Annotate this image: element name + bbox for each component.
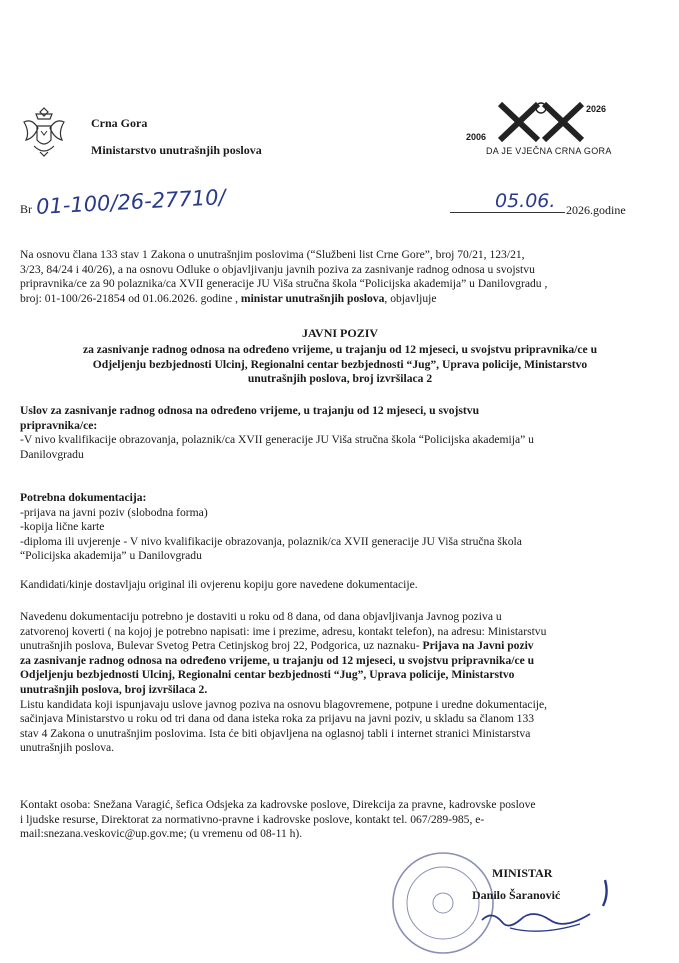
intro-line: broj: 01-100/26-21854 od 01.06.2026. godine , ministar unutrašnjih poslova, objavljuje — [20, 291, 437, 305]
jubilee-year-start: 2006 — [466, 132, 487, 142]
jubilee-slogan: DA JE VJEČNA CRNA GORA — [486, 146, 612, 156]
intro-line: 3/23, 84/24 i 40/26), a na osnovu Odluke o objavljivanju javnih poziva za zasnivanje radnog odnosa u svojstvu — [20, 262, 535, 276]
condition-body: -V nivo kvalifikacije obrazovanja, polaznik/ca XVII generacije JU Viša stručna škola “Policijska akademija” u — [20, 433, 534, 447]
condition-section — [20, 404, 660, 462]
candidates-note: Kandidati/kinje dostavljaju original ili ovjerenu kopiju gore navedene dokumentacije. — [20, 578, 418, 591]
condition-heading: Uslov za zasnivanje radnog odnosa na određeno vrijeme, u trajanju od 12 mjeseci, u svojstvu — [20, 404, 480, 417]
documents-item: -prijava na javni poziv (slobodna forma) — [20, 505, 208, 519]
coat-of-arms-icon — [18, 104, 70, 160]
ref-date: 05.06. — [495, 190, 556, 212]
signature-name: Danilo Šaranović — [472, 888, 561, 902]
document-title: JAVNI POZIV — [301, 326, 379, 340]
intro-minister: ministar unutrašnjih poslova — [240, 291, 385, 305]
title-subject: za zasnivanje radnog odnosa na određeno vrijeme, u trajanju od 12 mjeseci, u svojstvu pripravnika/ce u Odjeljenju bezbjednosti Ulcinj, Regionalni centar bezbjednosti “Jug”, Uprava policije, Ministarstvo unutrašnjih poslova, broj izvršilaca 2 — [82, 343, 598, 386]
ministry-name: Ministarstvo unutrašnjih poslova — [91, 143, 262, 157]
jubilee-year-end: 2026 — [586, 104, 607, 114]
intro-line: pripravnika/ce za 90 polaznika/ca XVII generacije JU Viša stručna škola “Policijska akademija” u Danilovgradu , — [20, 277, 548, 291]
intro-paragraph — [20, 248, 660, 306]
documents-section — [20, 491, 660, 564]
submission-section: Navedenu dokumentaciju potrebno je dostaviti u roku od 8 dana, od dana objavljivanja Javnog poziva u zatvorenoj koverti ( na kojoj je potrebno napisati: ime i prezime, adresu, kontakt telefon), na adresu: Ministarstvu unutrašnjih poslova, Bulevar Svetog Petra Cetinjskog broj 22, Podgorica, uz naznaku- Prijava na Javni poziv za zasnivanje radnog odnosa na određeno vrijeme, u trajanju od 12 mjeseci, u svojstvu pripravnika/ce u Odjeljenju bezbjednosti Ulcinj, Regionalni centar bezbjednosti “Jug”, Uprava policije, Ministarstvo unutrašnjih poslova, broj izvršilaca 2. Listu kandidata koji ispunjavaju uslove javnog poziva na osnovu blagovremene, potpune i uredne dokumentacije, sačinjava Ministarstvo u roku od tri dana od dana isteka roka za prijavu na javni poziv, u skladu sa članom 133 stav 4 Zakona o unutrašnjim poslovima. Ista će biti objavljena na oglasnoj tabli i internet stranici Ministarstva unutrašnjih poslova. — [20, 610, 548, 755]
ref-number: 01-100/26-27710/ — [35, 185, 227, 219]
condition-body: Danilovgradu — [20, 447, 84, 461]
documents-heading: Potrebna dokumentacija: — [20, 491, 147, 504]
documents-item: -kopija lične karte — [20, 520, 105, 534]
documents-item: -diploma ili uvjerenje - V nivo kvalifikacije obrazovanja, polaznik/ca XVII generacije JU Viša stručna škola — [20, 534, 522, 548]
condition-heading: pripravnika/ce: — [20, 418, 98, 432]
contact-section: Kontakt osoba: Snežana Varagić, šefica Odsjeka za kadrovske poslove, Direkcija za pravne, kadrovske poslove i ljudske resurse, Direktorat za normativno-pravne i kadrovske poslove, kontakt tel. 067/289-985, e- mail:snezana.veskovic@up.gov.me; (u vremenu od 08-11 h). — [20, 798, 536, 841]
signature-title: MINISTAR — [492, 866, 553, 880]
intro-line: Na osnovu člana 133 stav 1 Zakona o unutrašnjim poslovima (“Službeni list Crne Gore”, broj 70/21, 123/21, — [20, 248, 525, 261]
documents-item: “Policijska akademija” u Danilovgradu — [20, 549, 202, 563]
ref-label: Br — [20, 202, 32, 216]
handwritten-signature-icon — [470, 876, 640, 946]
jubilee-logo — [464, 82, 624, 160]
ref-date-suffix: 2026.godine — [566, 203, 626, 217]
country-name: Crna Gora — [91, 116, 148, 130]
